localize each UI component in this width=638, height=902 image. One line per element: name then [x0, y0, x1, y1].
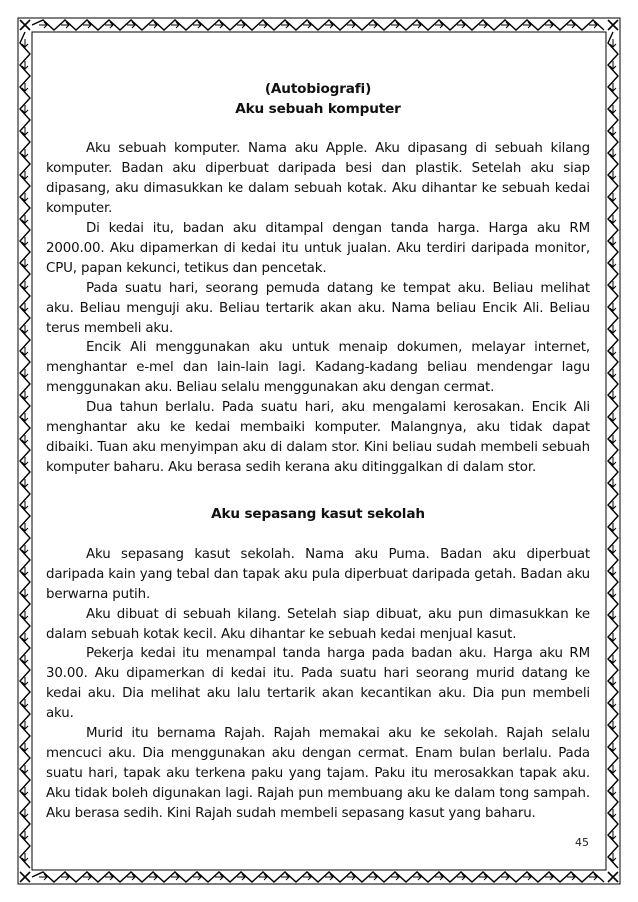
border-ornament [608, 872, 618, 882]
story1-paragraph: Dua tahun berlalu. Pada suatu hari, aku mengalami kerosakan. Encik Ali menghantar aku ke kedai membaiki komputer. Malangnya, aku tidak dapat dibaiki. Tuan aku menyimpan aku di dalam stor. Kini beliau sudah membeli sebuah komputer baharu. Aku berasa sedih kerana aku ditinggalkan di dalam stor. [46, 400, 590, 475]
story2-paragraph: Aku dibuat di sebuah kilang. Setelah siap dibuat, aku pun dimasukkan ke dalam sebuah kotak kecil. Aku dihantar ke sebuah kedai menjual kasut. [46, 606, 590, 642]
border-ornament [32, 20, 604, 30]
story2-paragraph: Pekerja kedai itu menampal tanda harga pada badan aku. Harga aku RM 30.00. Aku dipamerkan di kedai itu. Pada suatu hari seorang murid datang ke kedai aku. Dia melihat aku lalu tertarik akan kecantikan aku. Dia pun membeli aku. [46, 646, 590, 722]
story1-paragraph: Aku sebuah komputer. Nama aku Apple. Aku dipasang di sebuah kilang komputer. Badan aku diperbuat daripada besi dan plastik. Setelah aku siap dipasang, aku dimasukkan ke dalam sebuah kotak. Aku dihantar ke sebuah kedai komputer. [46, 141, 590, 217]
border-ornament [20, 872, 30, 882]
border-ornament [20, 20, 30, 30]
document-body [46, 80, 590, 824]
story1-paragraph: Encik Ali menggunakan aku untuk menaip dokumen, melayar internet, menghantar e-mel dan lain-lain lagi. Kadang-kadang beliau mendengar lagu menggunakan aku. Beliau selalu menggunakan aku dengan cermat. [46, 340, 590, 396]
border-ornament [608, 20, 618, 30]
story2-paragraph: Aku sepasang kasut sekolah. Nama aku Puma. Badan aku diperbuat daripada kain yang tebal dan tapak aku pula diperbuat daripada getah. Badan aku berwarna putih. [46, 546, 590, 602]
story2-paragraph: Murid itu bernama Rajah. Rajah memakai aku ke sekolah. Rajah selalu mencuci aku. Dia menggunakan aku dengan cermat. Enam bulan berlalu. Pada suatu hari, tapak aku terkena paku yang tajam. Paku itu merosakkan tapak aku. Aku tidak boleh digunakan lagi. Rajah pun membuang aku ke dalam tong sampah. Aku berasa sedih. Kini Rajah sudah membeli sepasang kasut yang baharu. [46, 726, 590, 821]
page-number: 45 [575, 836, 589, 849]
border-ornament [32, 872, 604, 882]
story1-genre: (Autobiografi) [264, 81, 372, 97]
story2-title: Aku sepasang kasut sekolah [211, 506, 425, 523]
story1-paragraph: Di kedai itu, badan aku ditampal dengan tanda harga. Harga aku RM 2000.00. Aku dipamerkan di kedai itu untuk jualan. Aku terdiri daripada monitor, CPU, papan kekunci, tetikus dan pencetak. [46, 221, 590, 276]
story1-paragraph: Pada suatu hari, seorang pemuda datang ke tempat aku. Beliau melihat aku. Beliau menguji aku. Beliau tertarik akan aku. Nama beliau Encik Ali. Beliau terus membeli aku. [46, 280, 590, 336]
story1-title: Aku sebuah komputer [235, 100, 401, 117]
